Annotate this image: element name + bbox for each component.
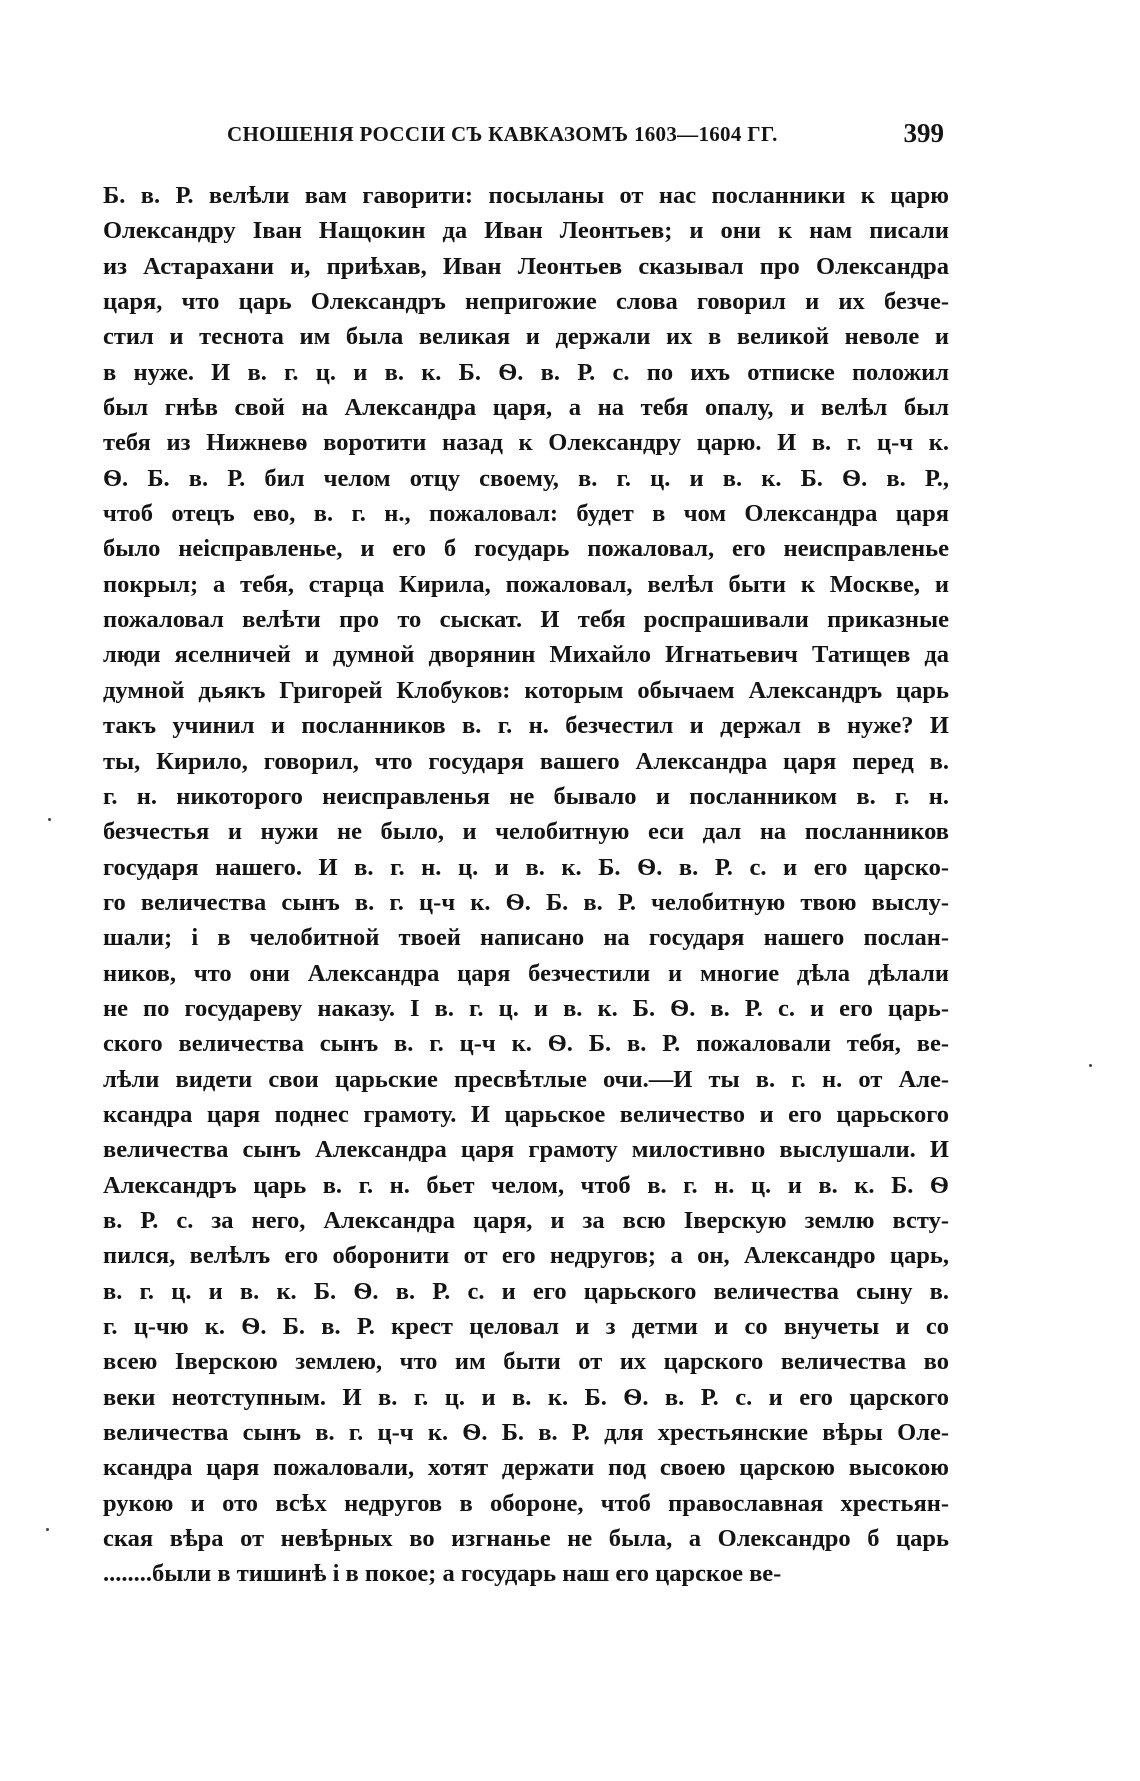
text-line: ского величества сынъ в. г. ц-ч к. Ѳ. Б. в. Р. пожаловали тебя, ве- bbox=[103, 1030, 949, 1058]
text-line: такъ учинил и посланников в. г. н. безчестил и держал в нуже? И bbox=[103, 712, 949, 740]
text-line: Б. в. Р. велѣли вам гаворити: посыланы от нас посланники к царю bbox=[103, 182, 949, 209]
text-line: лѣли видети свои царьские пресвѣтлые очи.—И ты в. г. н. от Але- bbox=[103, 1065, 949, 1093]
text-line: пился, велѣлъ его оборонити от его недругов; а он, Александро царь, bbox=[103, 1242, 949, 1270]
text-line: в. Р. с. за него, Александра царя, и за всю Іверскую землю всту- bbox=[103, 1206, 949, 1234]
text-line: тебя из Нижневѳ воротити назад к Олександру царю. И в. г. ц-ч к. bbox=[103, 429, 949, 457]
scan-speck bbox=[48, 818, 51, 821]
text-line: покрыл; а тебя, старца Кирила, пожаловал, велѣл быти к Москве, и bbox=[103, 570, 949, 598]
scan-speck bbox=[1089, 1064, 1092, 1067]
text-line: думной дьякъ Григорей Клобуков: которым обычаем Александръ царь bbox=[103, 676, 949, 704]
text-line: был гнѣв свой на Александра царя, а на тебя опалу, и велѣл был bbox=[103, 394, 949, 422]
text-line: царя, что царь Олександръ непригожие слова говорил и их безче- bbox=[103, 288, 949, 316]
text-line: г. ц-чю к. Ѳ. Б. в. Р. крест целовал и з детми и со внучеты и со bbox=[103, 1313, 949, 1340]
text-line: чтоб отецъ ево, в. г. н., пожаловал: будет в чом Олександра царя bbox=[103, 500, 949, 528]
text-line: веки неотступным. И в. г. ц. и в. к. Б. Ѳ. в. Р. с. и его царского bbox=[103, 1383, 949, 1411]
text-line: ........были в тишинѣ і в покое; а государь наш его царское ве- bbox=[103, 1560, 782, 1588]
text-line: г. н. никоторого неисправленья не бывало и посланником в. г. н. bbox=[103, 782, 949, 810]
text-line: безчестья и нужи не было, и челобитную еси дал на посланников bbox=[103, 818, 949, 846]
text-line: величества сынъ Александра царя грамоту милостивно выслушали. И bbox=[103, 1136, 949, 1164]
text-line: ксандра царя пожаловали, хотят держати под своею царскою высокою bbox=[103, 1454, 949, 1482]
text-line: из Астарахани и, приѣхав, Иван Леонтьев сказывал про Олександра bbox=[103, 252, 949, 280]
text-line: Олександру Іван Нащокин да Иван Леонтьев; и они к нам писали bbox=[103, 217, 949, 245]
text-line: всею Іверскою землею, что им быти от их царского величества во bbox=[103, 1348, 949, 1376]
text-line: величества сынъ в. г. ц-ч к. Ѳ. Б. в. Р. для хрестьянские вѣры Оле- bbox=[103, 1419, 949, 1447]
scan-speck bbox=[46, 1528, 49, 1531]
text-line: ксандра царя поднес грамоту. И царьское величество и его царьского bbox=[103, 1100, 949, 1128]
text-line: ников, что они Александра царя безчестили и многие дѣла дѣлали bbox=[103, 959, 949, 987]
text-line: было неісправленье, и его б государь пожаловал, его неисправленье bbox=[103, 535, 949, 563]
text-line: го величества сынъ в. г. ц-ч к. Ѳ. Б. в. Р. челобитную твою выслу- bbox=[103, 888, 949, 916]
text-line: шали; і в челобитной твоей написано на государя нашего послан- bbox=[103, 924, 949, 952]
page-number: 399 bbox=[903, 118, 944, 148]
text-line: государя нашего. И в. г. н. ц. и в. к. Б. Ѳ. в. Р. с. и его царско- bbox=[103, 853, 949, 881]
text-line: ская вѣра от невѣрных во изгнанье не была, а Олександро б царь bbox=[103, 1525, 949, 1553]
text-line: люди яселничей и думной дворянин Михайло Игнатьевич Татищев да bbox=[103, 641, 949, 669]
text-line: пожаловал велѣти про то сыскат. И тебя роспрашивали приказные bbox=[103, 606, 949, 634]
text-line: стил и теснота им была великая и держали их в великой неволе и bbox=[103, 323, 949, 351]
text-line: ты, Кирило, говорил, что государя вашего Александра царя перед в. bbox=[103, 747, 949, 775]
text-line: в нуже. И в. г. ц. и в. к. Б. Ѳ. в. Р. с. по ихъ отписке положил bbox=[103, 358, 949, 386]
text-line: Ѳ. Б. в. Р. бил челом отцу своему, в. г. ц. и в. к. Б. Ѳ. в. Р., bbox=[103, 464, 949, 492]
text-line: Александръ царь в. г. н. бьет челом, чтоб в. г. н. ц. и в. к. Б. Ѳ bbox=[103, 1171, 949, 1199]
text-line: не по государеву наказу. І в. г. ц. и в. к. Б. Ѳ. в. Р. с. и его царь- bbox=[103, 994, 949, 1022]
running-head bbox=[103, 118, 948, 158]
body-text bbox=[103, 178, 949, 1592]
running-title: СНОШЕНІЯ РОССІИ СЪ КАВКАЗОМЪ 1603—1604 ГГ. bbox=[227, 122, 778, 146]
text-line: рукою и ото всѣх недругов в обороне, чтоб православная хрестьян- bbox=[103, 1489, 949, 1517]
text-line: в. г. ц. и в. к. Б. Ѳ. в. Р. с. и его царьского величества сыну в. bbox=[103, 1277, 949, 1305]
